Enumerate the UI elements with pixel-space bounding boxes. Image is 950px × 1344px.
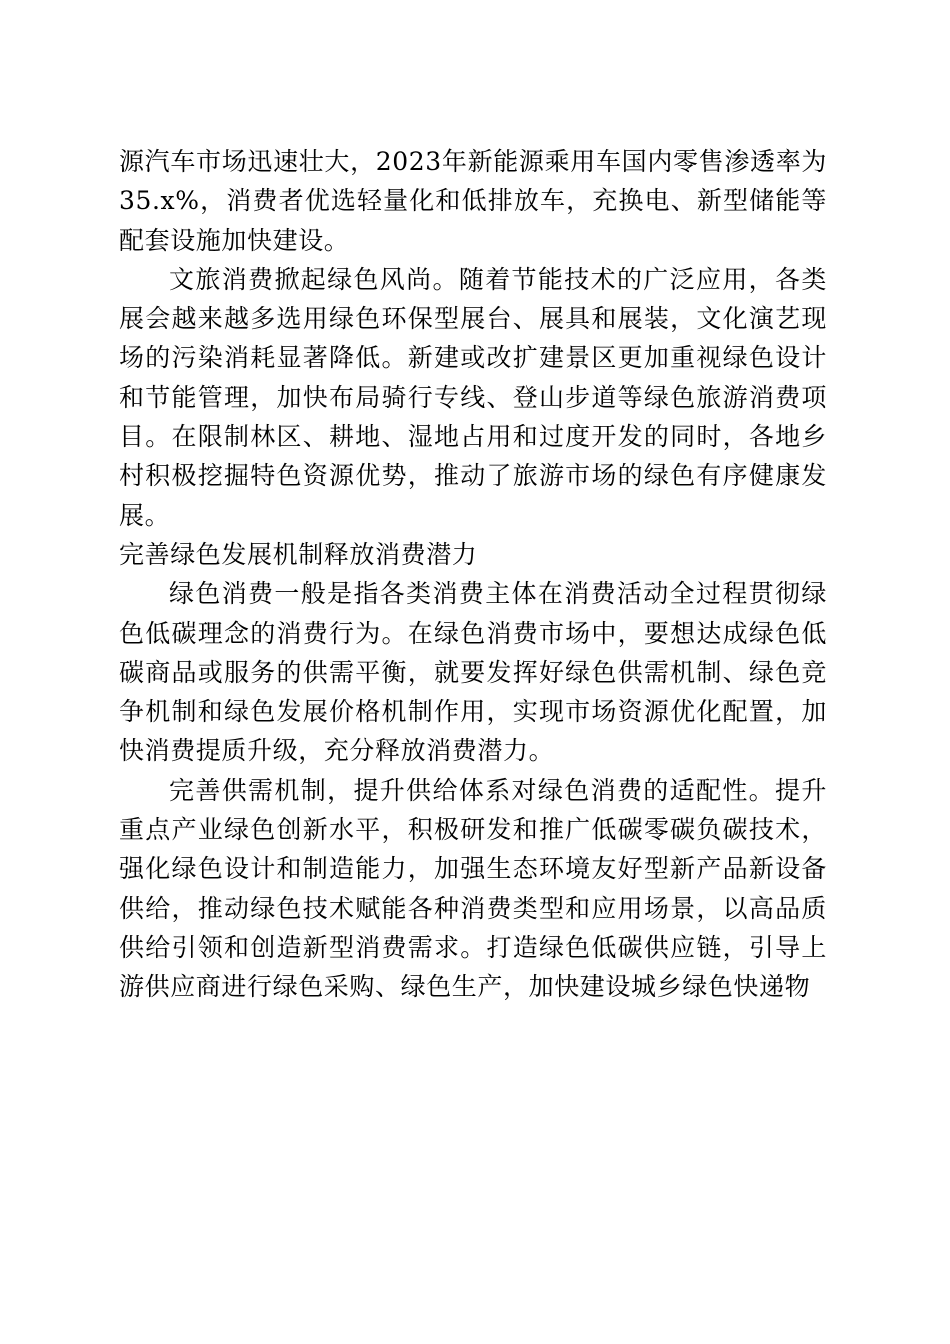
document-body: [119, 142, 827, 1007]
section-heading: 完善绿色发展机制释放消费潜力: [119, 539, 478, 569]
paragraph-ev-market: 源汽车市场迅速壮大，2023年新能源乘用车国内零售渗透率为35.x%，消费者优选轻量化和低排放车，充换电、新型储能等配套设施加快建设。: [119, 147, 827, 255]
paragraph-green-consumption: 绿色消费一般是指各类消费主体在消费活动全过程贯彻绿色低碳理念的消费行为。在绿色消费市场中，要想达成绿色低碳商品或服务的供需平衡，就要发挥好绿色供需机制、绿色竞争机制和绿色发展价格机制作用，实现市场资源优化配置，加快消费提质升级，充分释放消费潜力。: [119, 579, 827, 766]
paragraph-supply-demand: 完善供需机制，提升供给体系对绿色消费的适配性。提升重点产业绿色创新水平，积极研发和推广低碳零碳负碳技术，强化绿色设计和制造能力，加强生态环境友好型新产品新设备供给，推动绿色技术赋能各种消费类型和应用场景，以高品质供给引领和创造新型消费需求。打造绿色低碳供应链，引导上游供应商进行绿色采购、绿色生产，加快建设城乡绿色快递物: [119, 775, 827, 1002]
paragraph-tourism-green: 文旅消费掀起绿色风尚。随着节能技术的广泛应用，各类展会越来越多选用绿色环保型展台、展具和展装，文化演艺现场的污染消耗显著降低。新建或改扩建景区更加重视绿色设计和节能管理，加快布局骑行专线、登山步道等绿色旅游消费项目。在限制林区、耕地、湿地占用和过度开发的同时，各地乡村积极挖掘特色资源优势，推动了旅游市场的绿色有序健康发展。: [119, 264, 827, 530]
